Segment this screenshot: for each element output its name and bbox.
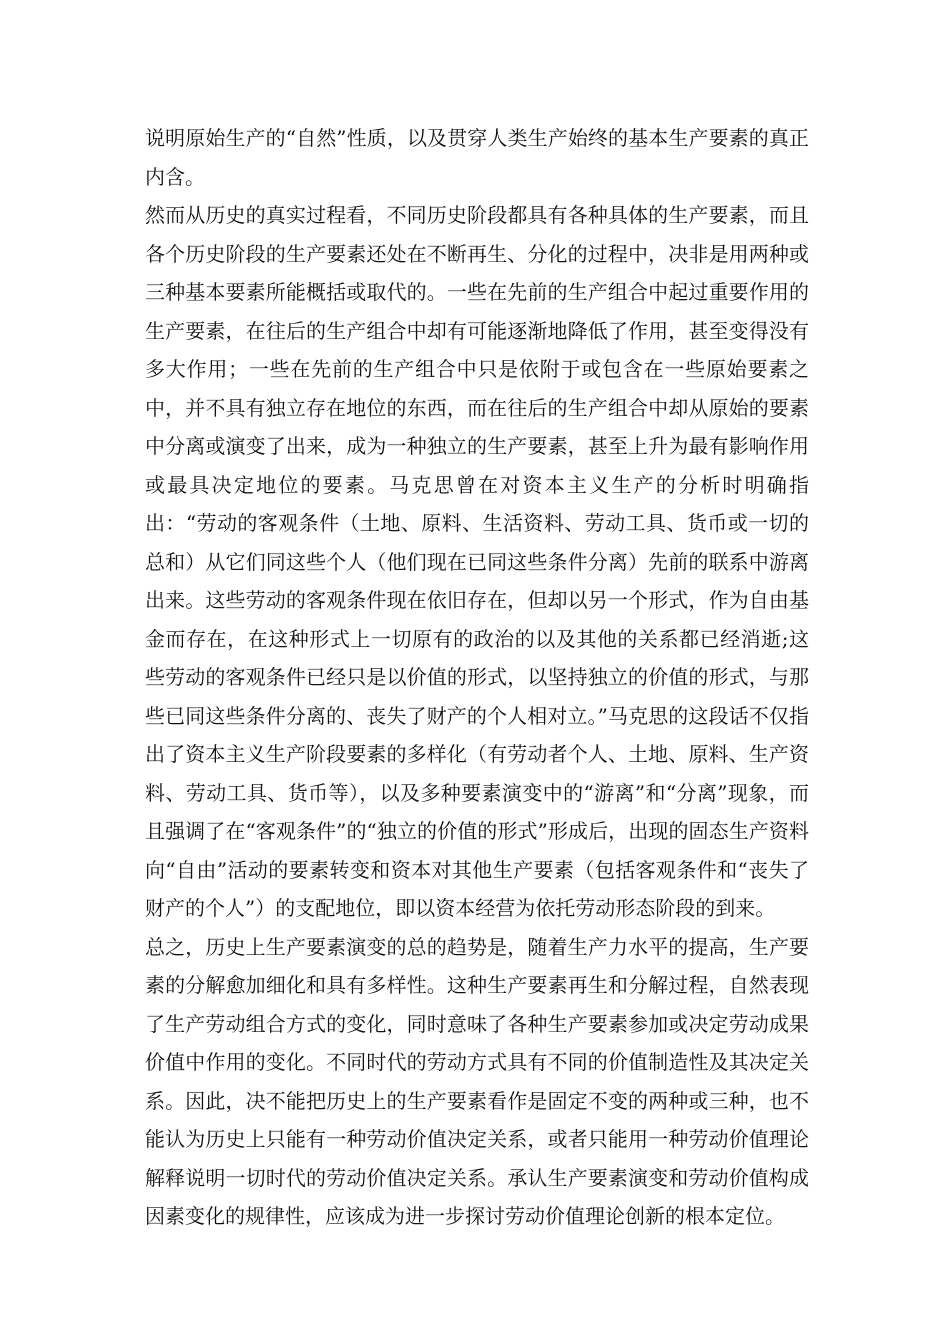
paragraph-3: 总之，历史上生产要素演变的总的趋势是，随着生产力水平的提高，生产要素的分解愈加细化和具有多样性。这种生产要素再生和分解过程，自然表现了生产劳动组合方式的变化，同时意味了各种生产要素参加或决定劳动成果价值中作用的变化。不同时代的劳动方式具有不同的价值制造性及其决定关系。因此，决不能把历史上的生产要素看作是固定不变的两种或三种，也不能认为历史上只能有一种劳动价值决定关系，或者只能用一种劳动价值理论解释说明一切时代的劳动价值决定关系。承认生产要素演变和劳动价值构成因素变化的规律性，应该成为进一步探讨劳动价值理论创新的根本定位。 [145,934,809,1228]
document-body [145,119,809,1236]
paragraph-2: 然而从历史的真实过程看，不同历史阶段都具有各种具体的生产要素，而且各个历史阶段的生产要素还处在不断再生、分化的过程中，决非是用两种或三种基本要素所能概括或取代的。一些在先前的生产组合中起过重要作用的生产要素，在往后的生产组合中却有可能逐渐地降低了作用，甚至变得没有多大作用；一些在先前的生产组合中只是依附于或包含在一些原始要素之中，并不具有独立存在地位的东西，而在往后的生产组合中却从原始的要素中分离或演变了出来，成为一种独立的生产要素，甚至上升为最有影响作用或最具决定地位的要素。马克思曾在对资本主义生产的分析时明确指出：“劳动的客观条件（土地、原料、生活资料、劳动工具、货币或一切的总和）从它们同这些个人（他们现在已同这些条件分离）先前的联系中游离出来。这些劳动的客观条件现在依旧存在，但却以另一个形式，作为自由基金而存在，在这种形式上一切原有的政治的以及其他的关系都已经消逝;这些劳动的客观条件已经只是以价值的形式，以坚持独立的价值的形式，与那些已同这些条件分离的、丧失了财产的个人相对立。”马克思的这段话不仅指出了资本主义生产阶段要素的多样化（有劳动者个人、土地、原料、生产资料、劳动工具、货币等），以及多种要素演变中的“游离”和“分离”现象，而且强调了在“客观条件”的“独立的价值的形式”形成后，出现的固态生产资料向“自由”活动的要素转变和资本对其他生产要素（包括客观条件和“丧失了财产的个人”）的支配地位，即以资本经营为依托劳动形态阶段的到来。 [145,203,809,920]
paragraph-1: 说明原始生产的“自然”性质，以及贯穿人类生产始终的基本生产要素的真正内含。 [145,126,809,189]
